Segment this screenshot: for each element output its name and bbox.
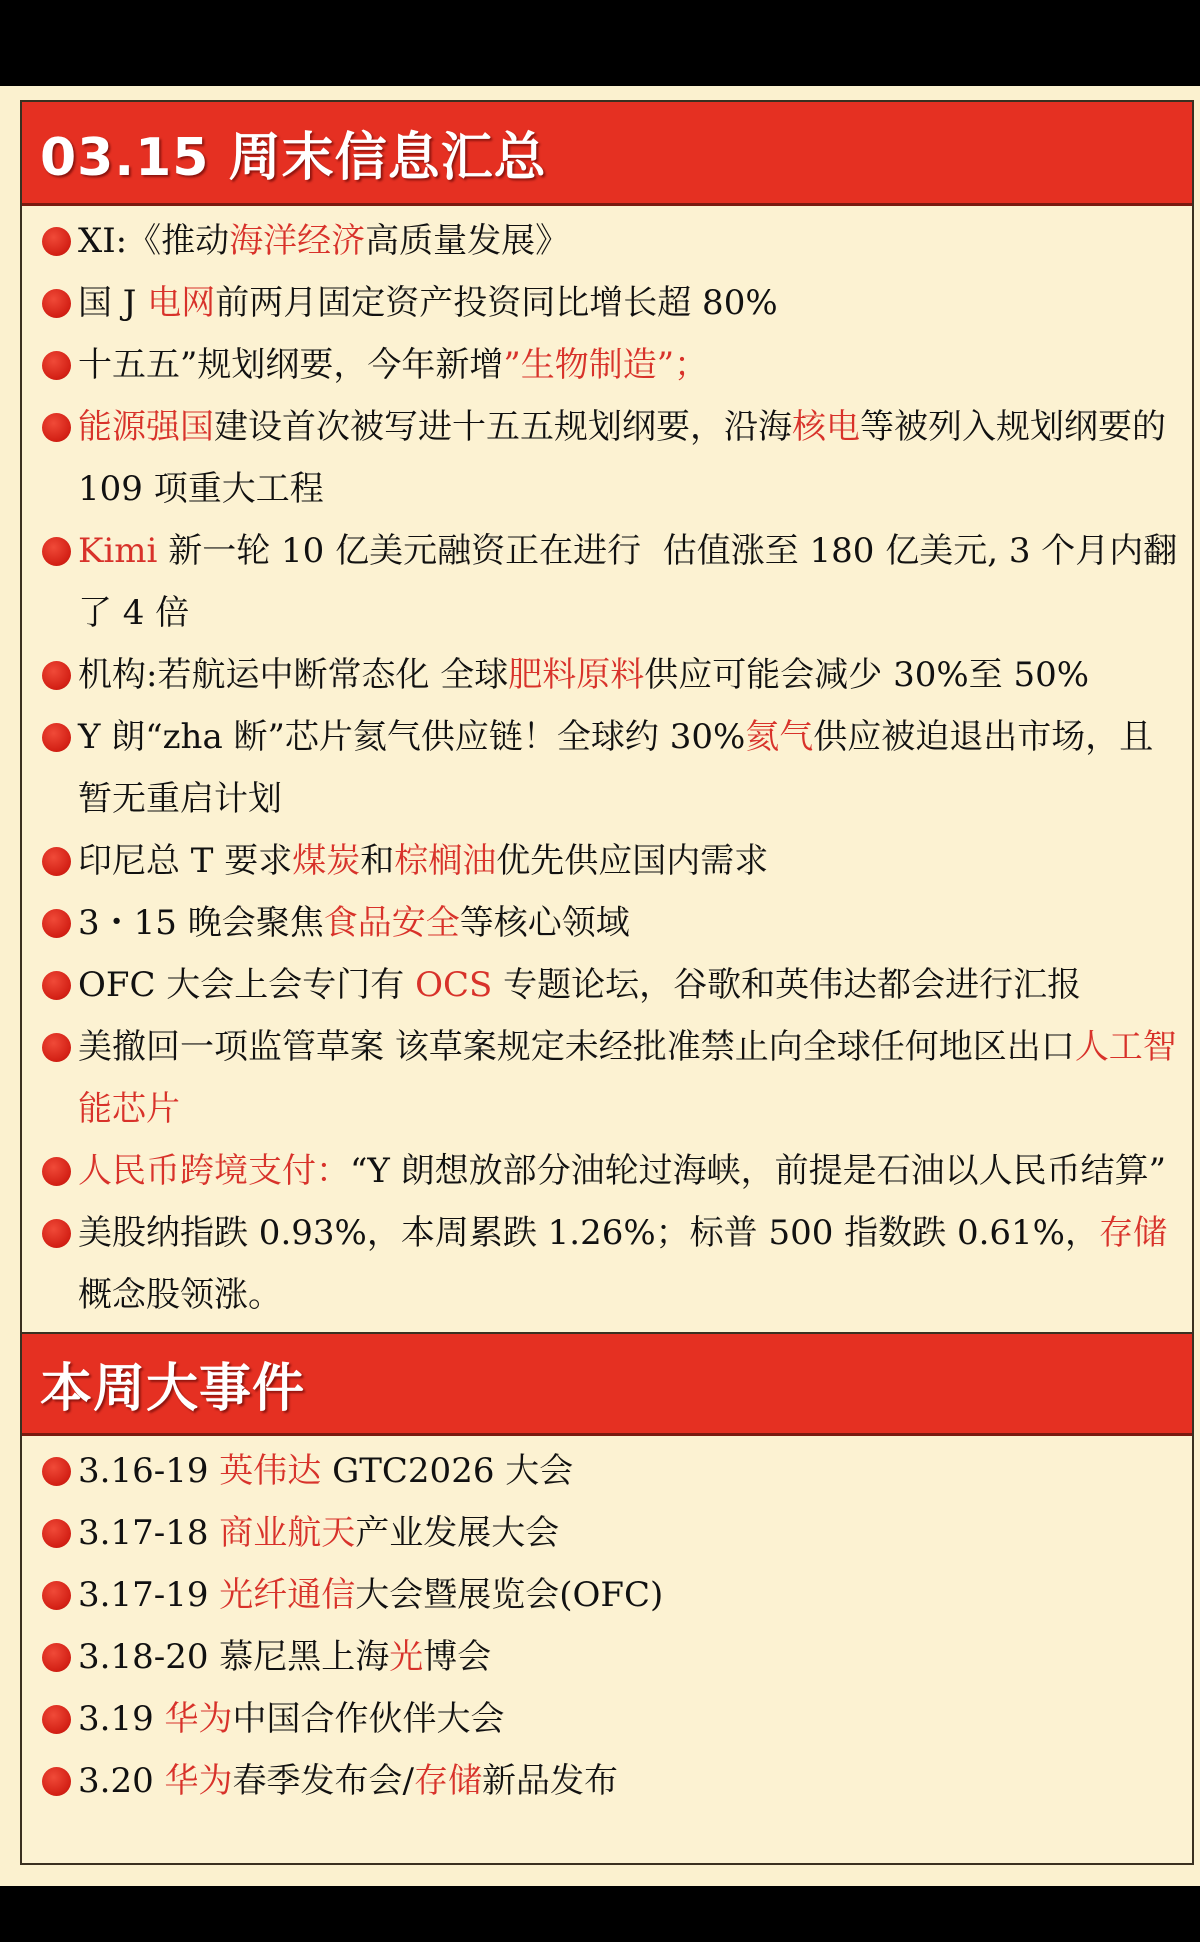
body-text: 博会 xyxy=(423,1637,492,1677)
info-panel xyxy=(20,100,1194,1865)
bullet-dot-icon xyxy=(42,1643,71,1672)
bullet-dot-icon xyxy=(42,351,71,380)
section-header-weekly-events xyxy=(22,1332,1192,1436)
body-text: 国 J xyxy=(78,283,148,323)
bullet-dot-icon xyxy=(42,1157,71,1186)
body-text: 3.20 xyxy=(78,1761,165,1801)
highlight-text: 光 xyxy=(389,1637,424,1677)
body-text: 前两月固定资产投资同比增长超 80% xyxy=(215,283,778,323)
news-item xyxy=(22,396,1192,520)
body-text: Y 朗“zha 断”芯片氦气供应链！全球约 30% xyxy=(78,717,746,757)
bullet-dot-icon xyxy=(42,909,71,938)
body-text: 3.17-18 xyxy=(78,1513,220,1553)
news-item xyxy=(22,272,1192,334)
bullet-dot-icon xyxy=(42,1033,71,1062)
body-text: GTC2026 大会 xyxy=(321,1451,574,1491)
body-text: 建设首次被写进十五五规划纲要，沿海 xyxy=(214,407,792,447)
body-text: 大会暨展览会(OFC) xyxy=(355,1575,664,1615)
bullet-dot-icon xyxy=(42,1581,71,1610)
body-text: 和 xyxy=(360,841,395,881)
news-item xyxy=(22,1140,1192,1202)
news-item xyxy=(22,954,1192,1016)
body-text: 中国合作伙伴大会 xyxy=(232,1699,505,1739)
bullet-dot-icon xyxy=(42,1705,71,1734)
body-text: 高质量发展》 xyxy=(365,221,570,261)
event-item xyxy=(22,1688,1192,1750)
body-text: 新品发布 xyxy=(481,1761,618,1801)
body-text: 3.16-19 xyxy=(78,1451,220,1491)
bullet-dot-icon xyxy=(42,413,71,442)
highlight-text: ”生物制造”； xyxy=(503,345,709,385)
highlight-text: 英伟达 xyxy=(219,1451,322,1491)
highlight-text: 海洋经济 xyxy=(229,221,366,261)
body-text: 专题论坛，谷歌和英伟达都会进行汇报 xyxy=(492,965,1082,1005)
section-header-weekend-summary xyxy=(22,102,1192,206)
weekly-events-list xyxy=(22,1436,1192,1818)
body-text: 等被列入规划纲要的 109 项重大工程 xyxy=(78,407,1177,509)
highlight-text: 煤炭 xyxy=(292,841,361,881)
event-item xyxy=(22,1626,1192,1688)
news-item xyxy=(22,210,1192,272)
body-text: 供应可能会减少 30%至 50% xyxy=(644,655,1090,695)
bullet-dot-icon xyxy=(42,661,71,690)
highlight-text: 人民币跨境支付： xyxy=(78,1151,350,1191)
body-text: 等核心领域 xyxy=(459,903,630,943)
section-title: 本周大事件 xyxy=(40,1359,306,1419)
bullet-dot-icon xyxy=(42,289,71,318)
bullet-dot-icon xyxy=(42,723,71,752)
news-item xyxy=(22,892,1192,954)
news-item xyxy=(22,1016,1192,1140)
highlight-text: 能源强国 xyxy=(78,407,214,447)
bullet-dot-icon xyxy=(42,971,71,1000)
body-text: 3.18-20 慕尼黑上海 xyxy=(78,1637,390,1677)
highlight-text: 棕榈油 xyxy=(394,841,497,881)
news-item xyxy=(22,334,1192,396)
bullet-dot-icon xyxy=(42,227,71,256)
body-text: XI:《推动 xyxy=(78,221,230,261)
body-text: 优先供应国内需求 xyxy=(496,841,769,881)
body-text: 春季发布会/ xyxy=(232,1761,414,1801)
bullet-dot-icon xyxy=(42,1519,71,1548)
body-text: 供应被迫退出市场，且暂无重启计划 xyxy=(78,717,1154,819)
highlight-text: 存储 xyxy=(1098,1213,1167,1253)
news-item xyxy=(22,1202,1192,1326)
bullet-dot-icon xyxy=(42,1457,71,1486)
section-title: 03.15 周末信息汇总 xyxy=(40,128,547,188)
body-text: 概念股领涨。 xyxy=(78,1275,282,1315)
news-item xyxy=(22,706,1192,830)
highlight-text: 肥料原料 xyxy=(508,655,645,695)
body-text: 新一轮 10 亿美元融资正在进行 估值涨至 180 亿美元, 3 个月内翻了 4 倍 xyxy=(78,531,1178,633)
highlight-text: 存储 xyxy=(413,1761,482,1801)
highlight-text: 商业航天 xyxy=(219,1513,356,1553)
body-text: 十五五”规划纲要，今年新增 xyxy=(78,345,504,385)
highlight-text: 氦气 xyxy=(745,717,814,757)
body-text: 3.19 xyxy=(78,1699,165,1739)
body-text: “Y 朗想放部分油轮过海峡，前提是石油以人民币结算” xyxy=(350,1151,1167,1191)
news-item xyxy=(22,520,1192,644)
news-item xyxy=(22,644,1192,706)
event-item xyxy=(22,1440,1192,1502)
highlight-text: 华为 xyxy=(164,1761,233,1801)
highlight-text: 核电 xyxy=(792,407,860,447)
body-text: 印尼总 T 要求 xyxy=(78,841,293,881)
event-item xyxy=(22,1750,1192,1812)
highlight-text: 光纤通信 xyxy=(219,1575,356,1615)
highlight-text: 人工智能芯片 xyxy=(78,1027,1177,1129)
body-text: 美股纳指跌 0.93%，本周累跌 1.26%；标普 500 指数跌 0.61%， xyxy=(78,1213,1099,1253)
news-item xyxy=(22,830,1192,892)
body-text: 机构:若航运中断常态化 全球 xyxy=(78,655,509,695)
page xyxy=(0,86,1200,1886)
bullet-dot-icon xyxy=(42,1219,71,1248)
body-text: 产业发展大会 xyxy=(355,1513,560,1553)
bullet-dot-icon xyxy=(42,537,71,566)
highlight-text: Kimi xyxy=(78,531,158,571)
body-text: 美撤回一项监管草案 该草案规定未经批准禁止向全球任何地区出口 xyxy=(78,1027,1075,1067)
event-item xyxy=(22,1564,1192,1626)
event-item xyxy=(22,1502,1192,1564)
bullet-dot-icon xyxy=(42,847,71,876)
body-text: 3・15 晚会聚焦 xyxy=(78,903,324,943)
body-text: 3.17-19 xyxy=(78,1575,220,1615)
highlight-text: 华为 xyxy=(164,1699,233,1739)
weekend-news-list xyxy=(22,206,1192,1332)
highlight-text: OCS xyxy=(415,965,493,1005)
highlight-text: 电网 xyxy=(147,283,216,323)
body-text: OFC 大会上会专门有 xyxy=(78,965,416,1005)
highlight-text: 食品安全 xyxy=(323,903,460,943)
bullet-dot-icon xyxy=(42,1767,71,1796)
